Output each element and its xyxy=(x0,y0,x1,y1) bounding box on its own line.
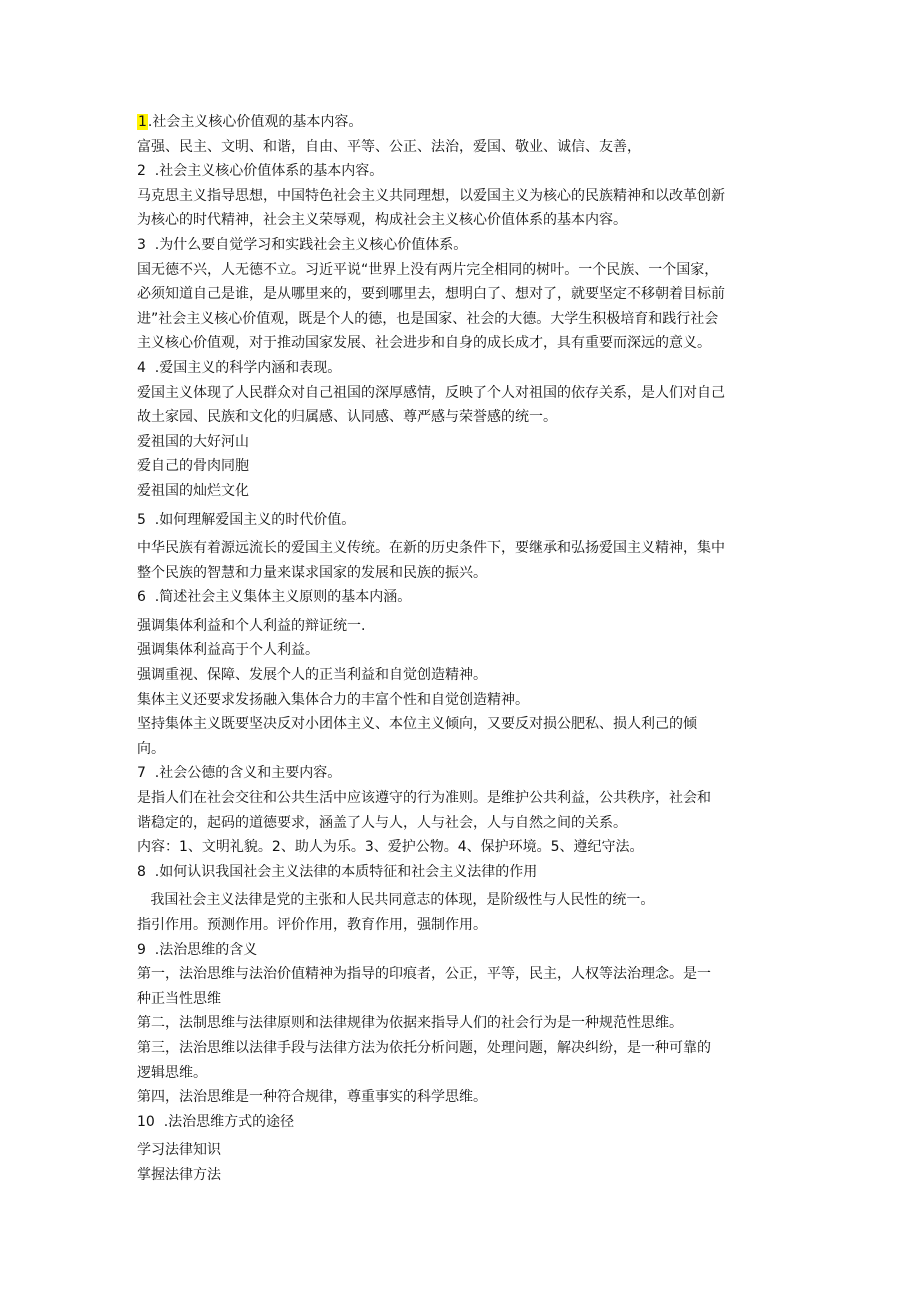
text-line: 爱祖国的灿烂文化 xyxy=(137,482,249,499)
text-line: 集体主义还要求发扬融入集体合力的丰富个性和自觉创造精神。 xyxy=(137,691,529,708)
highlighted-number: 1 xyxy=(138,114,147,130)
text-line: 爱自己的骨肉同胞 xyxy=(137,458,249,475)
text-line: 为核心的时代精神，社会主义荣辱观，构成社会主义核心价值体系的基本内容。 xyxy=(137,212,627,229)
text-line: 马克思主义指导思想，中国特色社会主义共同理想，以爱国主义为核心的民族精神和以改革创新 xyxy=(137,187,725,204)
text-line: 主义核心价值观，对于推动国家发展、社会进步和自身的成长成才，具有重要而深远的意义。 xyxy=(137,335,711,352)
text-line: 谐稳定的，起码的道德要求，涵盖了人与人，人与社会，人与自然之间的关系。 xyxy=(137,814,627,831)
text-line: 强调集体利益高于个人利益。 xyxy=(137,642,319,659)
text-line: 2 .社会主义核心价值体系的基本内容。 xyxy=(137,163,384,180)
text-line: 第三，法治思维以法律手段与法律方法为依托分析问题，处理问题，解决纠纷，是一种可靠的 xyxy=(137,1039,711,1056)
text-line: 整个民族的智慧和力量来谋求国家的发展和民族的振兴。 xyxy=(137,564,487,581)
text-line: 10 .法治思维方式的途径 xyxy=(137,1113,295,1130)
text-line: 第一，法治思维与法治价值精神为指导的印痕者，公正，平等，民主，人权等法治理念。是一 xyxy=(137,966,711,983)
text-line: 第二，法制思维与法律原则和法律规律为依据来指导人们的社会行为是一种规范性思维。 xyxy=(137,1015,683,1032)
text-line: 学习法律知识 xyxy=(137,1142,221,1159)
text-line: 5 .如何理解爱国主义的时代价值。 xyxy=(137,511,356,528)
text-line: 6 .简述社会主义集体主义原则的基本内涵。 xyxy=(137,589,412,606)
text-line: 我国社会主义法律是党的主张和人民共同意志的体现，是阶级性与人民性的统一。 xyxy=(137,892,655,909)
text-line: 进”社会主义核心价值观，既是个人的德，也是国家、社会的大德。大学生积极培育和践行社会 xyxy=(137,310,719,327)
text-line: 9 .法治思维的含义 xyxy=(137,941,258,958)
text-line: 强调重视、保障、发展个人的正当利益和自觉创造精神。 xyxy=(137,667,487,684)
text-line: 8 .如何认识我国社会主义法律的本质特征和社会主义法律的作用 xyxy=(137,863,538,880)
text-line: 种正当性思维 xyxy=(137,990,221,1007)
document-body xyxy=(137,110,787,1188)
text-line: 故土家园、民族和文化的归属感、认同感、尊严感与荣誉感的统一。 xyxy=(137,409,557,426)
text-line xyxy=(137,110,787,135)
text-line: 坚持集体主义既要坚决反对小团体主义、本位主义倾向，又要反对损公肥私、损人利己的倾 xyxy=(137,716,697,733)
line-text: .社会主义核心价值观的基本内容。 xyxy=(147,114,363,130)
text-line: 掌握法律方法 xyxy=(137,1166,221,1183)
text-line: 富强、民主、文明、和谐，自由、平等、公正、法治，爱国、敬业、诚信、友善， xyxy=(137,138,641,155)
text-line: 内容：1、文明礼貌。2、助人为乐。3、爱护公物。4、保护环境。5、遵纪守法。 xyxy=(137,839,644,856)
text-line: 强调集体利益和个人利益的辩证统一. xyxy=(137,617,366,634)
text-line: 第四，法治思维是一种符合规律，尊重事实的科学思维。 xyxy=(137,1089,487,1106)
text-line: 中华民族有着源远流长的爱国主义传统。在新的历史条件下，要继承和弘扬爱国主义精神，集中 xyxy=(137,540,725,557)
text-line: 3 .为什么要自觉学习和实践社会主义核心价值体系。 xyxy=(137,236,468,253)
text-line: 4 .爱国主义的科学内涵和表现。 xyxy=(137,359,342,376)
text-line: 是指人们在社会交往和公共生活中应该遵守的行为准则。是维护公共利益，公共秩序，社会和 xyxy=(137,790,711,807)
text-line: 向。 xyxy=(137,740,165,757)
text-line: 爱祖国的大好河山 xyxy=(137,433,249,450)
text-line: 爱国主义体现了人民群众对自己祖国的深厚感情，反映了个人对祖国的依存关系，是人们对自己 xyxy=(137,384,725,401)
text-line: 逻辑思维。 xyxy=(137,1064,207,1081)
text-line: 7 .社会公德的含义和主要内容。 xyxy=(137,765,342,782)
text-line: 必须知道自己是谁，是从哪里来的，要到哪里去，想明白了、想对了，就要坚定不移朝着目标前 xyxy=(137,286,725,303)
text-line: 指引作用。预测作用。评价作用，教育作用，强制作用。 xyxy=(137,917,487,933)
text-line: 国无德不兴，人无德不立。习近平说“世界上没有两片完全相同的树叶。一个民族、一个国家， xyxy=(137,261,719,278)
